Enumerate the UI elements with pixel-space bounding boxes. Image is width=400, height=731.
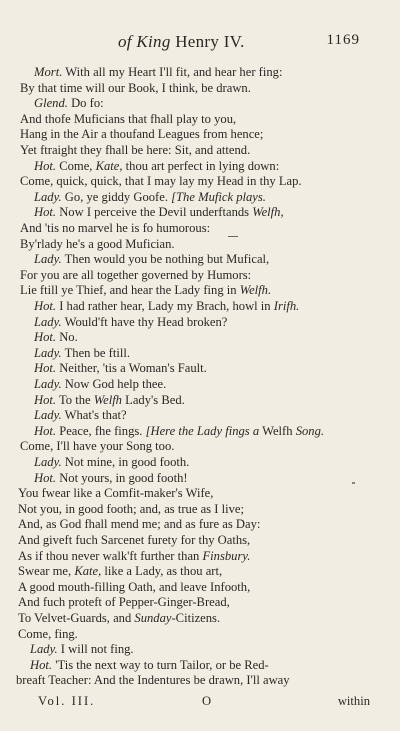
title-rest: Henry IV.	[170, 32, 245, 51]
line-text: Swear me,	[18, 564, 75, 579]
running-title	[118, 32, 245, 52]
line-text: breaft Teacher: And the Indentures be drawn, I'll away	[16, 673, 290, 688]
text-line	[34, 158, 279, 175]
speaker-name: Lady.	[34, 252, 62, 267]
speaker-name: Hot.	[30, 657, 53, 672]
title-italic: King	[136, 32, 171, 51]
speaker-name: Hot.	[34, 330, 57, 345]
speaker-name: Hot.	[34, 158, 57, 173]
speaker-name: Lady.	[34, 377, 62, 391]
line-text-after: Lady's Bed.	[121, 392, 185, 407]
line-text: Then would you be nothing but Mufical,	[61, 252, 270, 267]
text-line	[30, 641, 134, 658]
speaker-name: Hot.	[34, 361, 57, 376]
text-line	[20, 438, 174, 455]
text-line	[34, 376, 166, 393]
text-line	[30, 657, 269, 674]
text-line	[18, 485, 213, 502]
speaker-name: Hot.	[34, 299, 57, 313]
speaker-name: Glend.	[34, 96, 68, 111]
italic-word: Welfh,	[252, 205, 284, 220]
speaker-name: Hot.	[34, 423, 57, 438]
text-line	[20, 142, 250, 159]
line-text: What's that?	[61, 408, 127, 423]
line-text: And 'tis no marvel he is fo humorous:	[20, 221, 211, 235]
speaker-name: Hot.	[34, 392, 57, 407]
line-text-after: like a Lady, as thou art,	[101, 564, 223, 579]
text-line	[34, 95, 104, 112]
line-text: By that time will our Book, I think, be drawn.	[20, 80, 251, 95]
text-line	[34, 251, 269, 268]
italic-word: Finsbury.	[202, 548, 251, 563]
text-line	[20, 126, 263, 143]
text-line	[20, 282, 271, 299]
text-line	[20, 80, 251, 97]
line-text: By'rlady he's a good Mufician.	[20, 236, 175, 251]
text-line	[18, 594, 230, 611]
line-text: For you are all together governed by Humors:	[20, 267, 252, 282]
line-text: And, as God fhall mend me; and as fure as Day:	[18, 517, 261, 532]
italic-word: Song.	[295, 423, 325, 438]
line-text: Not mine, in good footh.	[61, 455, 190, 469]
italic-word: Kate,	[74, 564, 102, 579]
text-line	[20, 267, 251, 284]
speaker-name: Lady.	[34, 314, 62, 329]
text-line	[34, 64, 282, 81]
line-text: Not you, in good footh; and, as true as I live;	[18, 501, 244, 516]
text-line	[20, 111, 236, 128]
stage-direction: [Here the Lady fings a	[145, 423, 260, 438]
text-line	[34, 392, 185, 409]
line-text: As if thou never walk'ft further than	[18, 548, 203, 563]
ink-speck	[352, 482, 355, 484]
text-line	[20, 236, 175, 253]
title-prefix: of	[118, 32, 137, 51]
text-line	[34, 345, 130, 362]
line-text: Now I perceive the Devil underftands	[56, 205, 253, 220]
line-text: And fuch proteft of Pepper-Ginger-Bread,	[18, 595, 230, 610]
catchword: within	[337, 694, 370, 708]
page-footer	[0, 694, 400, 712]
line-text: Neither, 'tis a Woman's Fault.	[56, 361, 207, 376]
speaker-name: Mort.	[34, 65, 63, 79]
line-text: Go, ye giddy Goofe.	[61, 189, 172, 204]
text-line	[34, 470, 188, 487]
line-text: Come, I'll have your Song too.	[20, 439, 175, 454]
text-line	[34, 423, 324, 440]
line-text: And thofe Muficians that fhall play to you,	[20, 111, 237, 126]
line-text: Come, fing.	[18, 626, 78, 641]
italic-word: Irifh.	[273, 299, 300, 313]
speaker-name: Lady.	[34, 408, 62, 423]
line-text: Then be ftill.	[61, 345, 130, 360]
italic-word: Welfh	[93, 392, 122, 407]
line-text: I will not fing.	[57, 642, 134, 657]
line-text: Lie ftill ye Thief, and hear the Lady fing in	[20, 283, 240, 298]
text-line	[34, 454, 189, 471]
line-text: No.	[56, 330, 78, 345]
line-text: Not yours, in good footh!	[56, 470, 188, 485]
line-text: To Velvet-Guards, and	[18, 611, 135, 625]
line-text: A good mouth-filling Oath, and leave Infooth,	[18, 579, 251, 594]
text-line	[18, 532, 250, 549]
page-number: 1169	[326, 32, 360, 48]
text-line	[18, 579, 250, 596]
signature-mark: O	[202, 694, 212, 708]
text-line	[18, 548, 250, 565]
text-line	[20, 220, 210, 237]
speaker-name: Lady.	[34, 345, 62, 360]
line-text: I had rather hear, Lady my Brach, howl in	[56, 299, 274, 313]
volume-signature: Vol. III.	[38, 694, 96, 708]
italic-word: Sunday	[134, 611, 172, 625]
speaker-name: Lady.	[34, 189, 62, 204]
speaker-name: Lady.	[30, 642, 58, 657]
text-line	[18, 516, 260, 533]
line-text: Would'ft have thy Head broken?	[61, 314, 228, 329]
speaker-name: Lady.	[34, 455, 62, 469]
ink-dash	[228, 236, 238, 237]
line-text-after: -Citizens.	[171, 611, 221, 625]
line-text-after: thou art perfect in lying down:	[122, 158, 280, 173]
line-text: Come, quick, quick, that I may lay my Head in thy Lap.	[20, 174, 302, 189]
line-text: Hang in the Air a thoufand Leagues from hence;	[20, 127, 264, 142]
text-line	[34, 360, 207, 377]
line-text: 'Tis the next way to turn Tailor, or be Red-	[52, 657, 269, 672]
text-line	[34, 314, 227, 331]
line-text: Yet ftraight they fhall be here: Sit, and attend.	[20, 143, 251, 157]
line-text-after: Welfh	[259, 423, 296, 438]
line-text: You fwear like a Comfit-maker's Wife,	[18, 486, 214, 501]
text-line	[18, 626, 78, 643]
text-line	[18, 610, 220, 627]
speaker-name: Hot.	[34, 470, 57, 485]
line-text: And giveft fuch Sarcenet furety for thy Oaths,	[18, 533, 251, 547]
running-header	[0, 32, 400, 54]
text-line	[18, 563, 222, 580]
stage-direction: [The Mufick plays.	[171, 189, 266, 204]
speaker-name: Hot.	[34, 205, 57, 220]
italic-word: Welfh.	[239, 283, 272, 298]
line-text: Do fo:	[67, 96, 104, 111]
line-text: Come,	[56, 158, 96, 173]
text-line	[34, 298, 299, 315]
text-line	[18, 501, 244, 518]
text-line	[34, 204, 284, 221]
text-line	[16, 672, 290, 689]
text-line	[34, 189, 266, 206]
text-line	[34, 407, 127, 424]
line-text: With all my Heart I'll fit, and hear her fing:	[62, 65, 283, 79]
text-line	[34, 329, 78, 346]
line-text: To the	[56, 392, 94, 407]
text-line	[20, 173, 302, 190]
line-text: Peace, fhe fings.	[56, 423, 146, 438]
italic-word: Kate,	[95, 158, 123, 173]
line-text: Now God help thee.	[61, 377, 167, 391]
